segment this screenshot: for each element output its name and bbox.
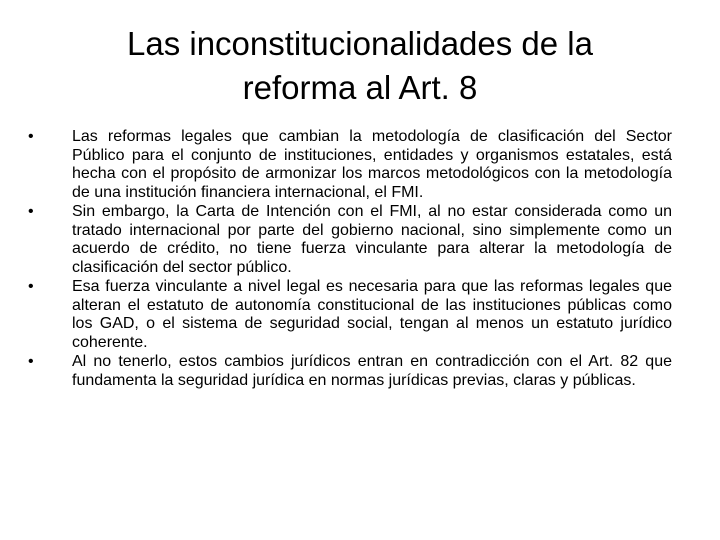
bullet-item-2: [28, 203, 672, 277]
bullet-item-1: [28, 128, 672, 202]
bullet-dot-icon: •: [28, 128, 34, 145]
bullet-item-4: [28, 353, 672, 390]
bullet-dot-icon: •: [28, 203, 34, 220]
bullet-text-2: Sin embargo, la Carta de Intención con el FMI, al no estar considerada como un tratado internacional por parte del gobierno nacional, sino simplemente como un acuerdo de crédito, no tiene fuerza vinculante para alterar la metodología de clasificación del sector público.: [72, 203, 672, 276]
bullet-text-4: Al no tenerlo, estos cambios jurídicos entran en contradicción con el Art. 82 que fundamenta la seguridad jurídica en normas jurídicas previas, claras y públicas.: [72, 353, 672, 389]
bullet-text-3: Esa fuerza vinculante a nivel legal es necesaria para que las reformas legales que alteran el estatuto de autonomía constitucional de las instituciones públicas como los GAD, o el sistema de seguridad social, tengan al menos un estatuto jurídico coherente.: [72, 278, 672, 351]
slide-title-line-1: Las inconstitucionalidades de la: [127, 25, 593, 62]
bullet-dot-icon: •: [28, 353, 34, 370]
bullet-dot-icon: •: [28, 278, 34, 295]
bullet-text-1: Las reformas legales que cambian la metodología de clasificación del Sector Público para el conjunto de instituciones, entidades y organismos estatales, está hecha con el propósito de armonizar los marcos metodológicos con la metodología de una institución financiera internacional, el FMI.: [72, 128, 672, 201]
slide-title: [60, 22, 660, 110]
slide-title-line-2: reforma al Art. 8: [242, 69, 478, 106]
bullet-list: [28, 128, 672, 391]
bullet-item-3: [28, 278, 672, 352]
